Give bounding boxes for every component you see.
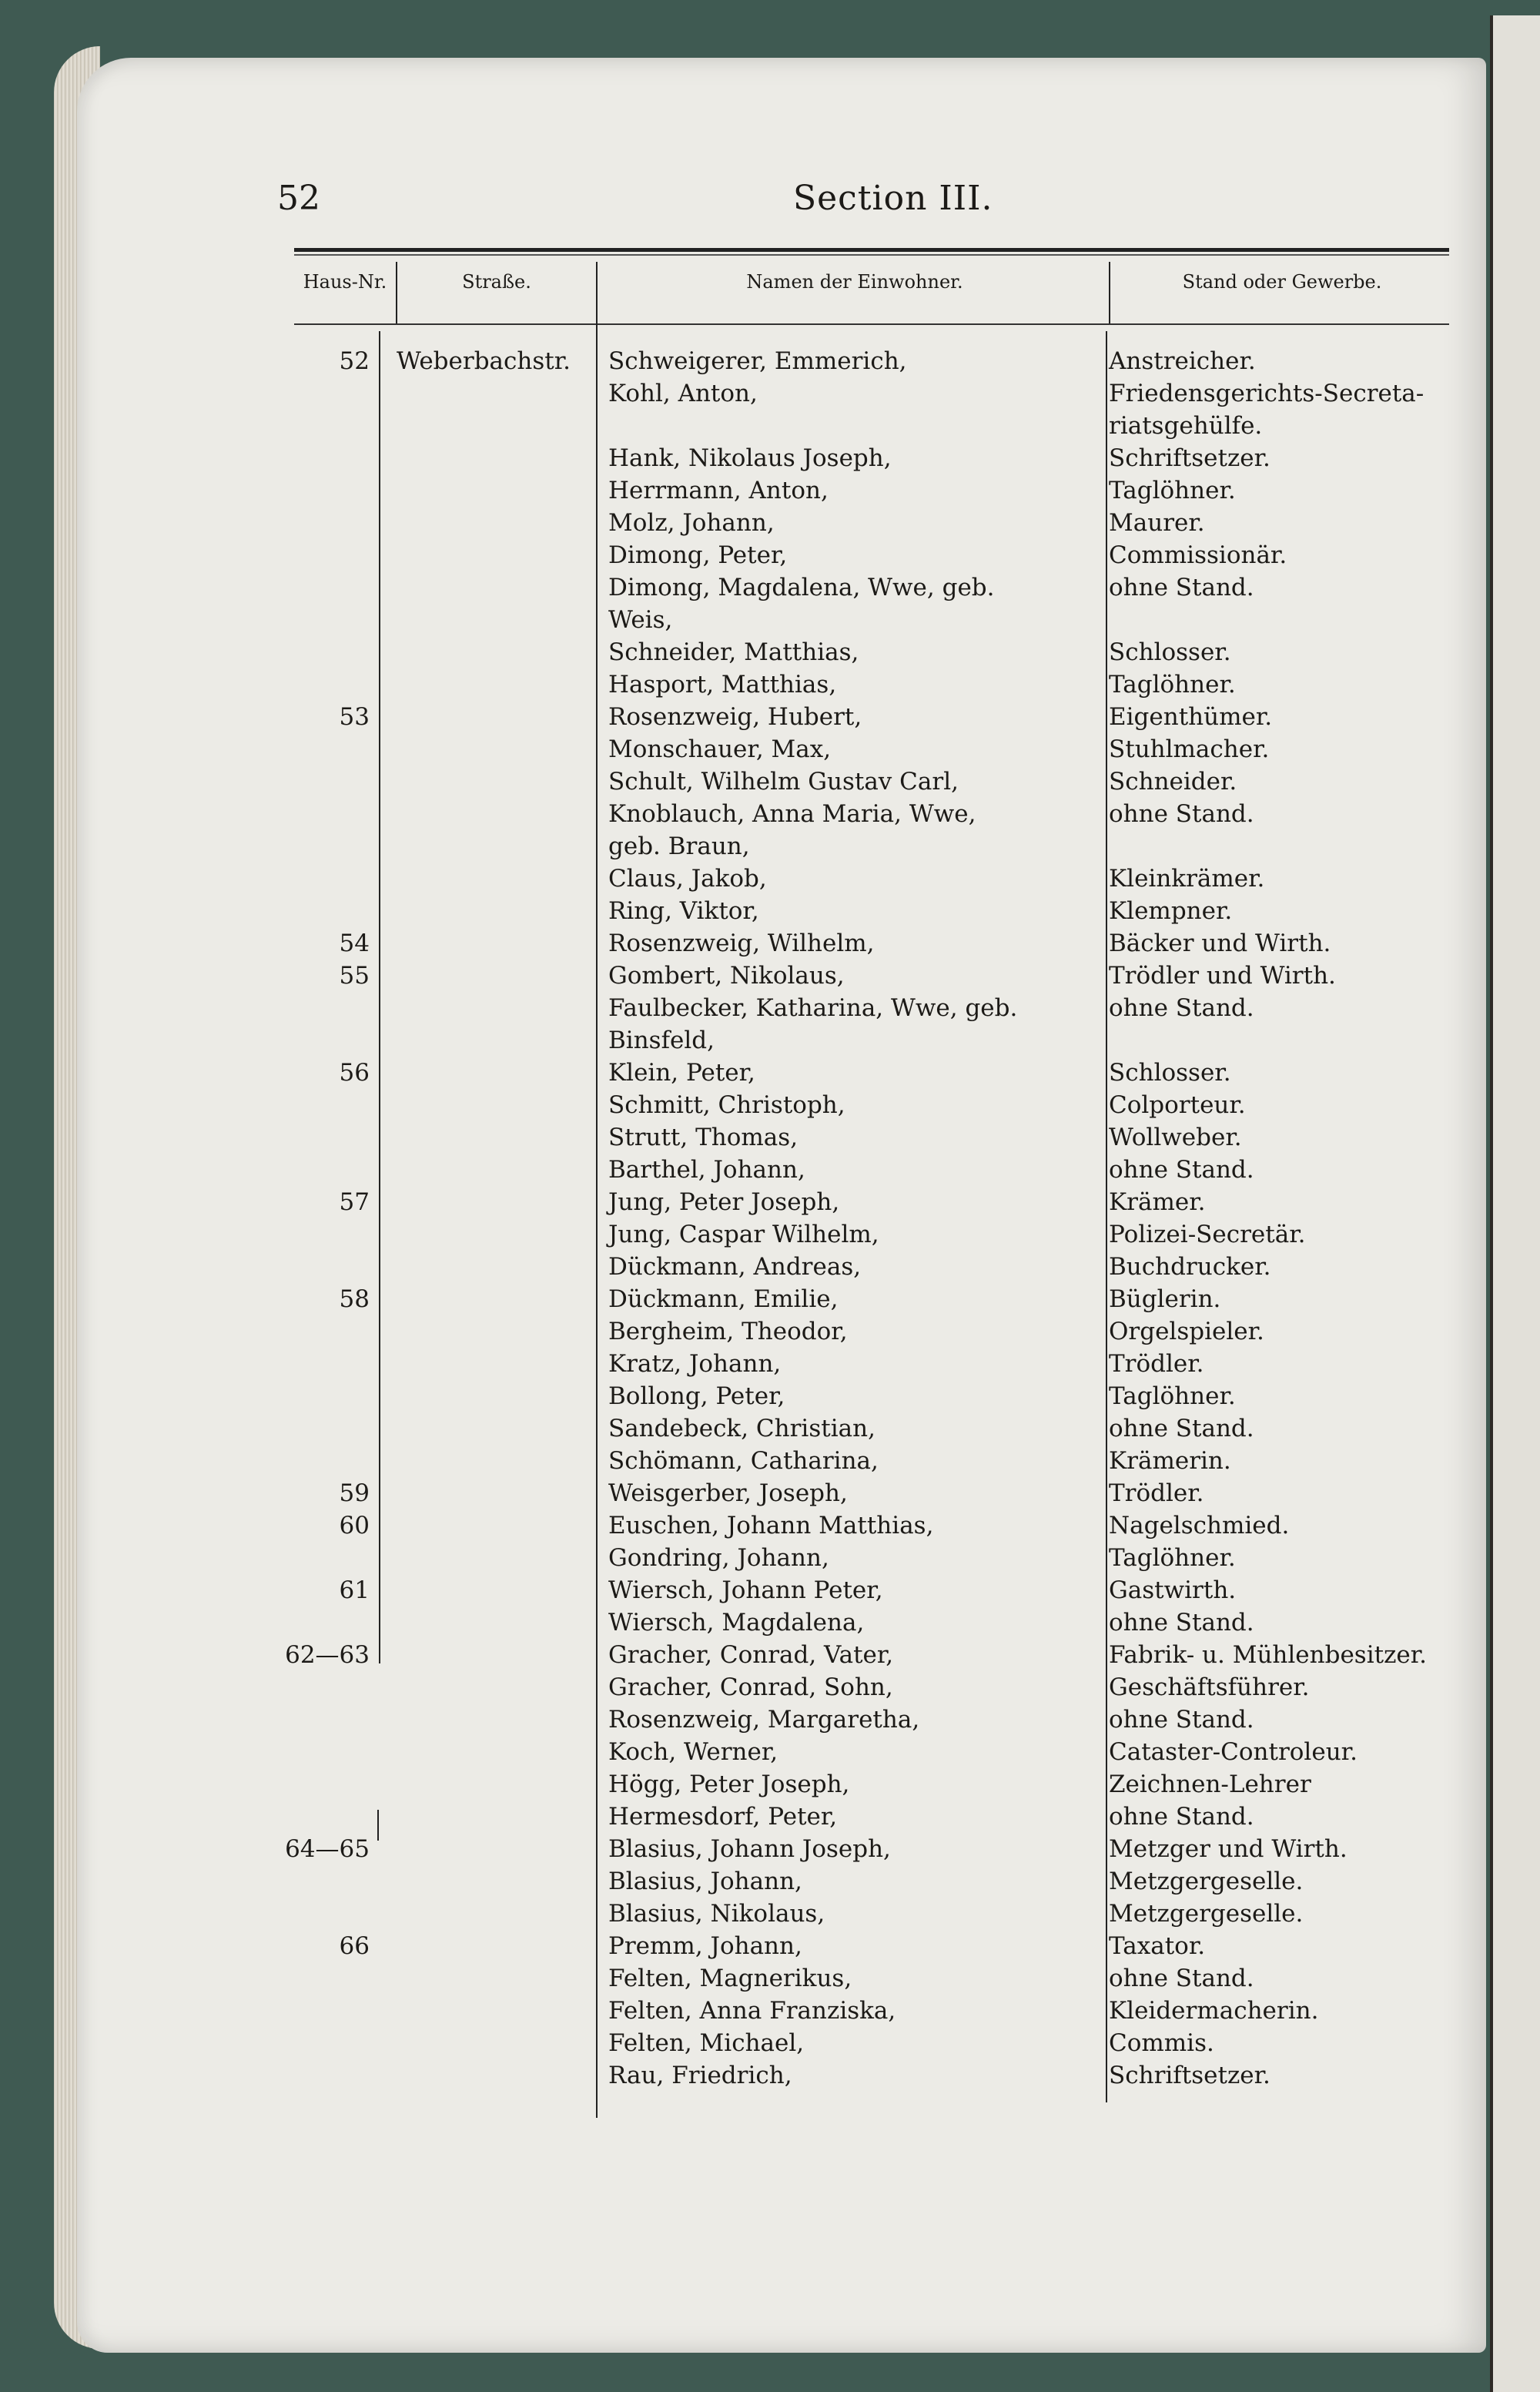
table-row xyxy=(0,636,1486,668)
occupation-cell: Schriftsetzer. xyxy=(1109,444,1270,472)
resident-name-cell: Bergheim, Theodor, xyxy=(608,1318,848,1345)
table-row xyxy=(0,1898,1486,1930)
section-title: Section III. xyxy=(793,179,993,218)
occupation-cell: Metzger und Wirth. xyxy=(1109,1835,1348,1863)
table-row xyxy=(0,1995,1486,2027)
resident-name-cell: Ring, Viktor, xyxy=(608,897,759,925)
column-header-names: Namen der Einwohner. xyxy=(746,271,963,293)
occupation-cell: ohne Stand. xyxy=(1109,800,1254,828)
resident-name-cell: Bollong, Peter, xyxy=(608,1382,785,1410)
occupation-cell: Taglöhner. xyxy=(1109,1382,1236,1410)
resident-name-cell: Barthel, Johann, xyxy=(608,1156,805,1184)
table-row xyxy=(0,1412,1486,1445)
resident-name-cell: Blasius, Johann Joseph, xyxy=(608,1835,891,1863)
resident-name-cell: Rosenzweig, Margaretha, xyxy=(608,1706,920,1734)
resident-name-cell: Dückmann, Andreas, xyxy=(608,1253,862,1281)
column-header-street: Straße. xyxy=(462,271,531,293)
occupation-cell: ohne Stand. xyxy=(1109,1609,1254,1637)
resident-name-cell: Rosenzweig, Hubert, xyxy=(608,703,862,731)
table-row xyxy=(0,1962,1486,1995)
table-row xyxy=(0,1445,1486,1477)
table-row xyxy=(0,1089,1486,1121)
resident-name-cell: Kratz, Johann, xyxy=(608,1350,782,1378)
table-row xyxy=(0,2059,1486,2092)
occupation-cell: Commis. xyxy=(1109,2029,1214,2057)
table-row xyxy=(0,1283,1486,1315)
table-row xyxy=(0,345,1486,377)
resident-name-cell: Wiersch, Magdalena, xyxy=(608,1609,865,1637)
table-row xyxy=(0,992,1486,1024)
table-row xyxy=(0,895,1486,927)
occupation-cell: ohne Stand. xyxy=(1109,994,1254,1022)
table-row xyxy=(0,1348,1486,1380)
table-row xyxy=(0,1477,1486,1509)
resident-name-cell: Molz, Johann, xyxy=(608,509,775,537)
house-number-cell: 66 xyxy=(339,1932,370,1960)
column-header-occupation: Stand oder Gewerbe. xyxy=(1182,271,1382,293)
occupation-cell: Schneider. xyxy=(1109,768,1237,796)
table-row xyxy=(0,733,1486,766)
table-row xyxy=(0,1736,1486,1768)
house-number-cell: 61 xyxy=(339,1576,370,1604)
table-row xyxy=(0,1704,1486,1736)
resident-name-cell: Gracher, Conrad, Vater, xyxy=(608,1641,894,1669)
column-divider xyxy=(1109,262,1110,323)
resident-name-cell: Hermesdorf, Peter, xyxy=(608,1803,838,1831)
house-number-cell: 62—63 xyxy=(285,1641,370,1669)
resident-name-cell: Dimong, Magdalena, Wwe, geb. xyxy=(608,574,995,601)
occupation-cell: Trödler. xyxy=(1109,1479,1204,1507)
table-row xyxy=(0,1833,1486,1865)
occupation-cell: riatsgehülfe. xyxy=(1109,412,1263,440)
table-row xyxy=(0,701,1486,733)
occupation-cell: ohne Stand. xyxy=(1109,1706,1254,1734)
occupation-cell: Commissionär. xyxy=(1109,541,1287,569)
house-number-cell: 57 xyxy=(339,1188,370,1216)
occupation-cell: Fabrik- u. Mühlenbesitzer. xyxy=(1109,1641,1428,1669)
table-row xyxy=(0,1218,1486,1251)
occupation-cell: Maurer. xyxy=(1109,509,1205,537)
occupation-cell: Buchdrucker. xyxy=(1109,1253,1271,1281)
resident-name-cell: Gombert, Nikolaus, xyxy=(608,962,845,990)
resident-name-cell: Koch, Werner, xyxy=(608,1738,778,1766)
header-rule-thin xyxy=(294,254,1449,256)
table-row xyxy=(0,1542,1486,1574)
table-row xyxy=(0,1574,1486,1606)
occupation-cell: ohne Stand. xyxy=(1109,1965,1254,1992)
occupation-cell: Krämer. xyxy=(1109,1188,1206,1216)
table-row xyxy=(0,1154,1486,1186)
resident-name-cell: Schmitt, Christoph, xyxy=(608,1091,845,1119)
table-row xyxy=(0,507,1486,539)
resident-name-cell: Dückmann, Emilie, xyxy=(608,1285,839,1313)
house-number-cell: 60 xyxy=(339,1512,370,1539)
resident-name-cell: Herrmann, Anton, xyxy=(608,477,829,504)
occupation-cell: Friedensgerichts-Secreta- xyxy=(1109,380,1424,407)
table-row xyxy=(0,766,1486,798)
resident-name-cell: Weis, xyxy=(608,606,673,634)
occupation-cell: Schlosser. xyxy=(1109,638,1231,666)
resident-name-cell: Gracher, Conrad, Sohn, xyxy=(608,1673,893,1701)
table-row xyxy=(0,604,1486,636)
house-number-cell: 64—65 xyxy=(285,1835,370,1863)
resident-name-cell: Rosenzweig, Wilhelm, xyxy=(608,930,875,957)
resident-name-cell: Hank, Nikolaus Joseph, xyxy=(608,444,892,472)
occupation-cell: Orgelspieler. xyxy=(1109,1318,1264,1345)
resident-name-cell: Klein, Peter, xyxy=(608,1059,755,1087)
table-row xyxy=(0,1121,1486,1154)
table-row xyxy=(0,798,1486,830)
resident-name-cell: Binsfeld, xyxy=(608,1027,715,1054)
page-header xyxy=(277,179,1463,225)
table-row xyxy=(0,668,1486,701)
table-row xyxy=(0,1768,1486,1801)
occupation-cell: Colporteur. xyxy=(1109,1091,1246,1119)
resident-name-cell: Euschen, Johann Matthias, xyxy=(608,1512,934,1539)
resident-name-cell: Monschauer, Max, xyxy=(608,735,832,763)
occupation-cell: Nagelschmied. xyxy=(1109,1512,1290,1539)
house-number-cell: 56 xyxy=(339,1059,370,1087)
table-row xyxy=(0,830,1486,863)
house-number-cell: 53 xyxy=(339,703,370,731)
column-header-rule xyxy=(294,323,1449,325)
occupation-cell: Taglöhner. xyxy=(1109,671,1236,699)
occupation-cell: Schlosser. xyxy=(1109,1059,1231,1087)
occupation-cell: Eigenthümer. xyxy=(1109,703,1273,731)
occupation-cell: Taglöhner. xyxy=(1109,477,1236,504)
header-rule xyxy=(294,248,1449,252)
house-number-cell: 58 xyxy=(339,1285,370,1313)
column-divider xyxy=(396,262,397,323)
table-row xyxy=(0,1865,1486,1898)
table-row xyxy=(0,2027,1486,2059)
resident-name-cell: Jung, Caspar Wilhelm, xyxy=(608,1221,879,1248)
table-row xyxy=(0,377,1486,410)
occupation-cell: Metzgergeselle. xyxy=(1109,1868,1304,1895)
table-row xyxy=(0,1057,1486,1089)
resident-name-cell: Faulbecker, Katharina, Wwe, geb. xyxy=(608,994,1018,1022)
resident-name-cell: Weisgerber, Joseph, xyxy=(608,1479,848,1507)
occupation-cell: Taglöhner. xyxy=(1109,1544,1236,1572)
house-number-cell: 52 xyxy=(339,347,370,375)
resident-name-cell: Knoblauch, Anna Maria, Wwe, xyxy=(608,800,976,828)
resident-name-cell: Blasius, Nikolaus, xyxy=(608,1900,825,1928)
resident-name-cell: Dimong, Peter, xyxy=(608,541,788,569)
occupation-cell: Metzgergeselle. xyxy=(1109,1900,1304,1928)
occupation-cell: ohne Stand. xyxy=(1109,1156,1254,1184)
resident-name-cell: Blasius, Johann, xyxy=(608,1868,802,1895)
resident-name-cell: Strutt, Thomas, xyxy=(608,1124,798,1151)
table-row xyxy=(0,410,1486,442)
resident-name-cell: Felten, Michael, xyxy=(608,2029,805,2057)
resident-name-cell: Schweigerer, Emmerich, xyxy=(608,347,907,375)
resident-name-cell: Claus, Jakob, xyxy=(608,865,767,893)
table-row xyxy=(0,1024,1486,1057)
column-header-house-number: Haus-Nr. xyxy=(303,271,387,293)
occupation-cell: Büglerin. xyxy=(1109,1285,1221,1313)
resident-name-cell: Schneider, Matthias, xyxy=(608,638,859,666)
resident-name-cell: Högg, Peter Joseph, xyxy=(608,1771,850,1798)
occupation-cell: Zeichnen-Lehrer xyxy=(1109,1771,1311,1798)
table-row xyxy=(0,1671,1486,1704)
house-number-cell: 59 xyxy=(339,1479,370,1507)
table-row xyxy=(0,1801,1486,1833)
resident-name-cell: Wiersch, Johann Peter, xyxy=(608,1576,883,1604)
occupation-cell: Geschäftsführer. xyxy=(1109,1673,1310,1701)
resident-name-cell: Gondring, Johann, xyxy=(608,1544,829,1572)
occupation-cell: Polizei-Secretär. xyxy=(1109,1221,1306,1248)
resident-name-cell: geb. Braun, xyxy=(608,833,750,860)
occupation-cell: Gastwirth. xyxy=(1109,1576,1237,1604)
table-row xyxy=(0,927,1486,960)
occupation-cell: Krämerin. xyxy=(1109,1447,1231,1475)
table-row xyxy=(0,442,1486,474)
page-number: 52 xyxy=(277,179,320,218)
occupation-cell: ohne Stand. xyxy=(1109,1803,1254,1831)
table-row xyxy=(0,1930,1486,1962)
occupation-cell: Klempner. xyxy=(1109,897,1233,925)
table-row xyxy=(0,539,1486,571)
occupation-cell: Cataster-Controleur. xyxy=(1109,1738,1358,1766)
occupation-cell: ohne Stand. xyxy=(1109,1415,1254,1442)
facing-page-edge xyxy=(1490,15,1540,2392)
resident-name-cell: Schult, Wilhelm Gustav Carl, xyxy=(608,768,959,796)
table-row xyxy=(0,1509,1486,1542)
occupation-cell: Bäcker und Wirth. xyxy=(1109,930,1331,957)
table-row xyxy=(0,960,1486,992)
resident-name-cell: Hasport, Matthias, xyxy=(608,671,837,699)
house-number-cell: 54 xyxy=(339,930,370,957)
table-row xyxy=(0,1186,1486,1218)
table-row xyxy=(0,1606,1486,1639)
table-row xyxy=(0,474,1486,507)
table-row xyxy=(0,1251,1486,1283)
resident-name-cell: Rau, Friedrich, xyxy=(608,2062,792,2089)
resident-name-cell: Jung, Peter Joseph, xyxy=(608,1188,840,1216)
occupation-cell: Anstreicher. xyxy=(1109,347,1256,375)
resident-name-cell: Premm, Johann, xyxy=(608,1932,802,1960)
occupation-cell: Stuhlmacher. xyxy=(1109,735,1270,763)
occupation-cell: ohne Stand. xyxy=(1109,574,1254,601)
table-row xyxy=(0,1380,1486,1412)
occupation-cell: Taxator. xyxy=(1109,1932,1206,1960)
resident-name-cell: Felten, Magnerikus, xyxy=(608,1965,852,1992)
occupation-cell: Wollweber. xyxy=(1109,1124,1242,1151)
occupation-cell: Kleidermacherin. xyxy=(1109,1997,1319,2025)
occupation-cell: Schriftsetzer. xyxy=(1109,2062,1270,2089)
occupation-cell: Trödler. xyxy=(1109,1350,1204,1378)
table-row xyxy=(0,571,1486,604)
table-row xyxy=(0,863,1486,895)
resident-name-cell: Kohl, Anton, xyxy=(608,380,758,407)
occupation-cell: Kleinkrämer. xyxy=(1109,865,1265,893)
street-cell: Weberbachstr. xyxy=(397,347,571,375)
resident-name-cell: Felten, Anna Franziska, xyxy=(608,1997,896,2025)
house-number-cell: 55 xyxy=(339,962,370,990)
resident-name-cell: Schömann, Catharina, xyxy=(608,1447,879,1475)
resident-name-cell: Sandebeck, Christian, xyxy=(608,1415,875,1442)
table-row xyxy=(0,1639,1486,1671)
occupation-cell: Trödler und Wirth. xyxy=(1109,962,1336,990)
table-row xyxy=(0,1315,1486,1348)
